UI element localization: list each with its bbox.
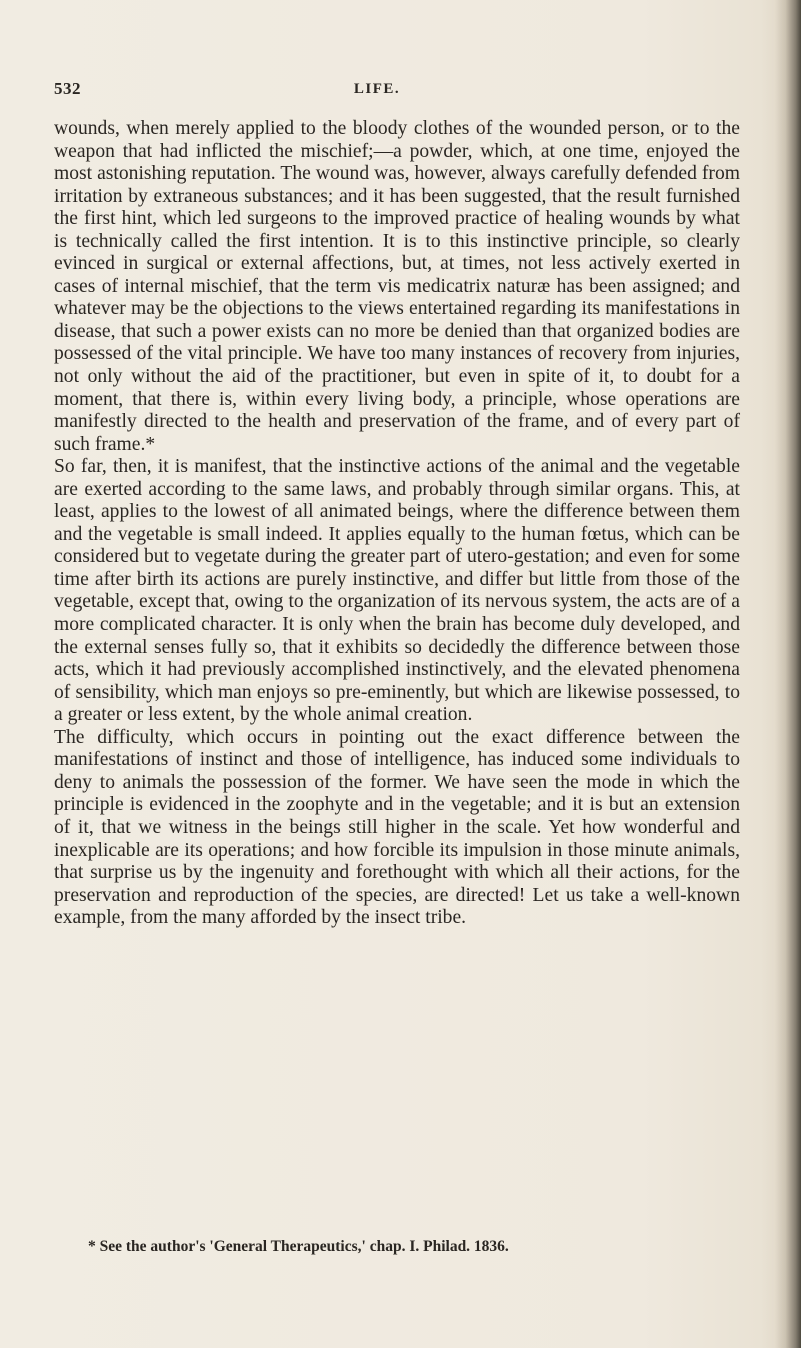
page-header <box>54 79 744 105</box>
running-title: LIFE. <box>353 81 401 97</box>
page-number: 532 <box>54 79 81 98</box>
paragraph: So far, then, it is manifest, that the instinctive actions of the animal and the vegetable are exerted according to the same laws, and probably through similar organs. This, at least, applies to the lowest of all animated beings, where the difference between them and the vegetable is small indeed. It applies equally to the human fœtus, which can be considered but to vegetate during the greater part of utero-gestation; and even for some time after birth its actions are purely instinctive, and differ but little from those of the vegetable, except that, owing to the organization of its nervous system, the acts are of a more complicated character. It is only when the brain has become duly developed, and the external senses fully so, that it exhibits so decidedly the difference between those acts, which it had previously accomplished instinctively, and the elevated phenomena of sensibility, which man enjoys so pre-eminently, but which are likewise possessed, to a greater or less extent, by the whole animal creation. <box>54 456 740 726</box>
body-text <box>54 118 740 930</box>
paragraph: The difficulty, which occurs in pointing out the exact difference between the manifestations of instinct and those of intelligence, has induced some individuals to deny to animals the possession of the former. We have seen the mode in which the principle is evidenced in the zoophyte and in the vegetable; and it is but an extension of it, that we witness in the beings still higher in the scale. Yet how wonderful and inexplicable are its operations; and how forcible its impulsion in those minute animals, that surprise us by the ingenuity and forethought with which all their actions, for the preservation and reproduction of the species, are directed! Let us take a well-known example, from the many afforded by the insect tribe. <box>54 726 740 929</box>
paragraph: wounds, when merely applied to the bloody clothes of the wounded person, or to the weapon that had inflicted the mischief;—a powder, which, at one time, enjoyed the most astonishing reputation. The wound was, however, always carefully defended from irritation by extraneous substances; and it has been suggested, that the result furnished the first hint, which led surgeons to the improved practice of healing wounds by what is technically called the first intention. It is to this instinctive principle, so clearly evinced in surgical or external affections, but, at times, not less actively exerted in cases of internal mischief, that the term vis medicatrix naturæ has been assigned; and whatever may be the objections to the views entertained regarding its manifestations in disease, that such a power exists can no more be denied than that organized bodies are possessed of the vital principle. We have too many instances of recovery from injuries, not only without the aid of the practitioner, but even in spite of it, to doubt for a moment, that there is, within every living body, a principle, whose operations are manifestly directed to the health and preservation of the frame, and of every part of such frame.* <box>54 118 740 455</box>
footnote: * See the author's 'General Therapeutics,' chap. I. Philad. 1836. <box>88 1238 509 1255</box>
page-edge-shadow <box>775 0 801 1348</box>
